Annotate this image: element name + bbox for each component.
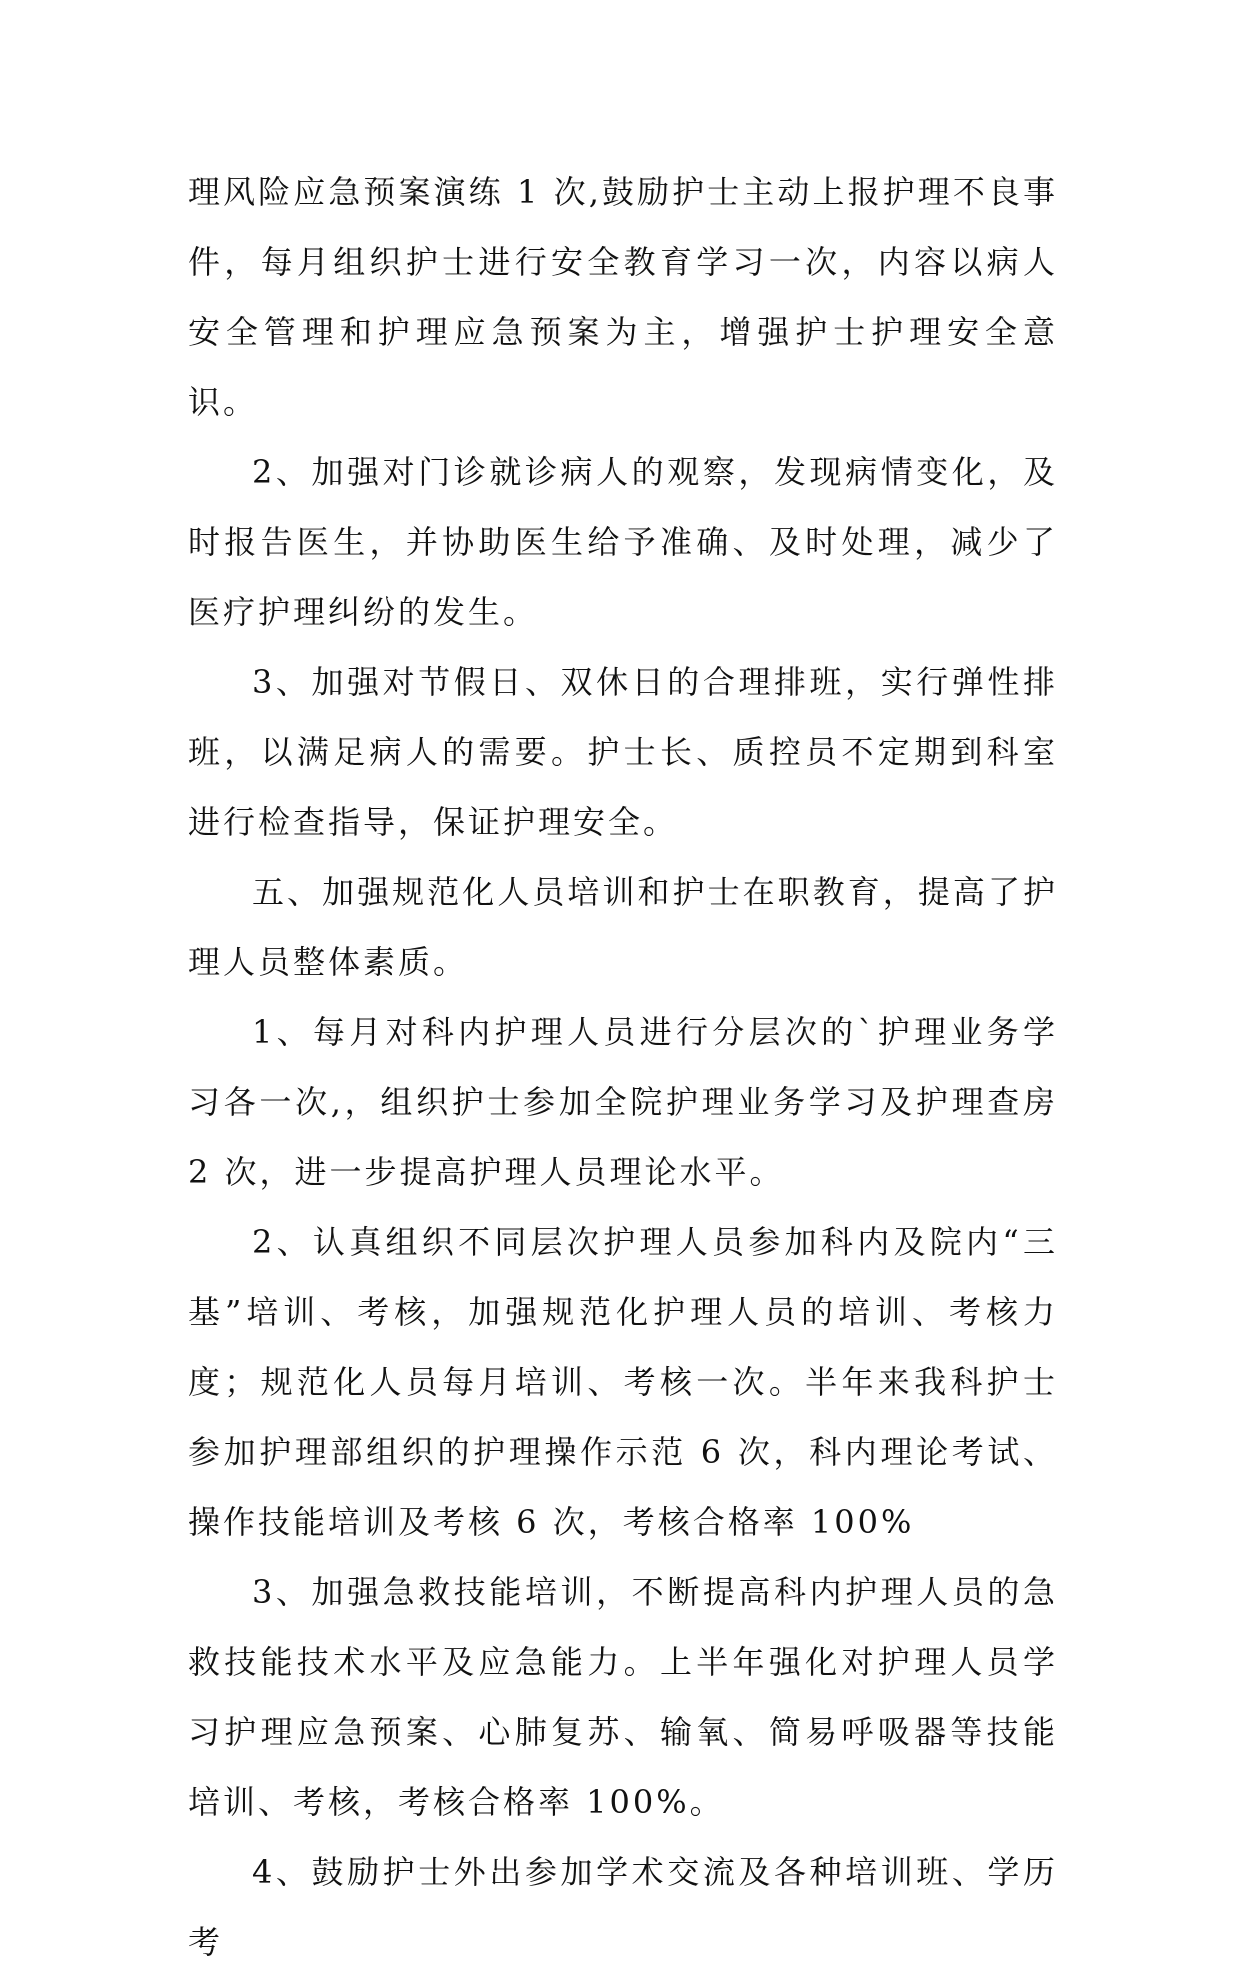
paragraph-monthly-study: 1、每月对科内护理人员进行分层次的`护理业务学习各一次,，组织护士参加全院护理业务学习及护理查房 2 次，进一步提高护理人员理论水平。 [188,1013,1058,1191]
paragraph-external-study: 4、鼓励护士外出参加学术交流及各种培训班、学历考 [188,1853,1058,1961]
paragraph-risk-drill: 理风险应急预案演练 1 次,鼓励护士主动上报护理不良事件，每月组织护士进行安全教育学习一次，内容以病人安全管理和护理应急预案为主，增强护士护理安全意识。 [188,173,1058,421]
paragraph-outpatient-observation: 2、加强对门诊就诊病人的观察，发现病情变化，及时报告医生，并协助医生给予准确、及时处理，减少了医疗护理纠纷的发生。 [188,453,1058,631]
paragraph-emergency-skills: 3、加强急救技能培训，不断提高科内护理人员的急救技能技术水平及应急能力。上半年强化对护理人员学习护理应急预案、心肺复苏、输氧、简易呼吸器等技能培训、考核，考核合格率 100%。 [188,1573,1058,1821]
section-heading-training: 五、加强规范化人员培训和护士在职教育，提高了护理人员整体素质。 [188,873,1058,981]
paragraph-holiday-scheduling: 3、加强对节假日、双休日的合理排班，实行弹性排班，以满足病人的需要。护士长、质控员不定期到科室进行检查指导，保证护理安全。 [188,663,1058,841]
document-body [188,157,1058,1977]
paragraph-three-basics-training: 2、认真组织不同层次护理人员参加科内及院内“三基”培训、考核，加强规范化护理人员的培训、考核力度；规范化人员每月培训、考核一次。半年来我科护士参加护理部组织的护理操作示范 6 次，科内理论考试、操作技能培训及考核 6 次，考核合格率 100% [188,1223,1058,1541]
